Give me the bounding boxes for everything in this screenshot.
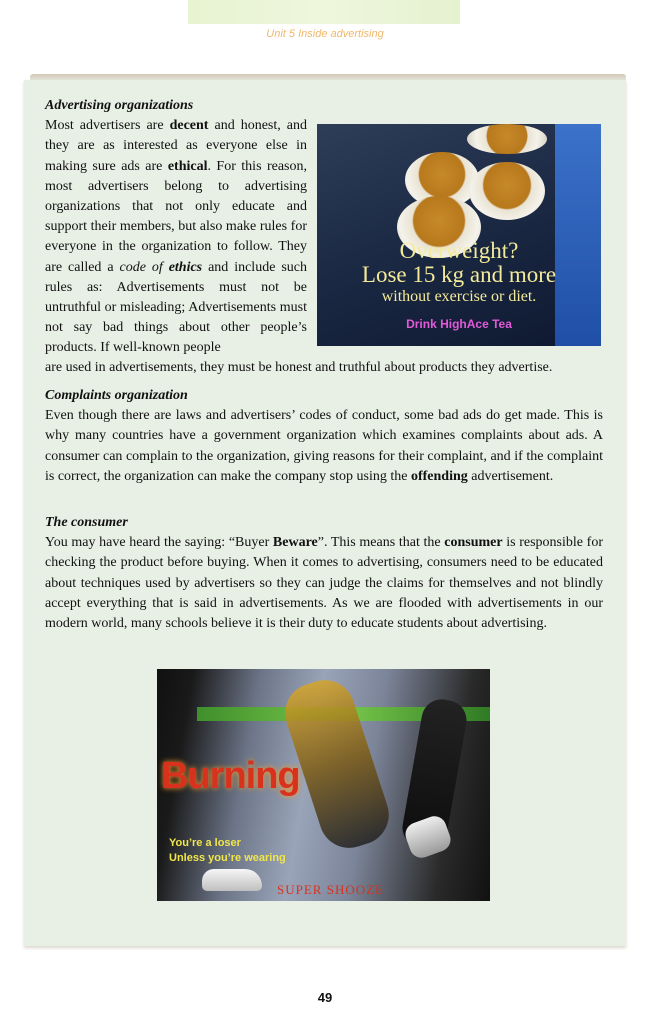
- keyword-offending: offending: [410, 468, 468, 484]
- text-run: and honest, and they are as interested as everyone else in making sure ads are: [45, 118, 307, 174]
- text-run: advertisement.: [467, 468, 554, 484]
- text-run: You may have heard the saying: “Buyer: [45, 535, 273, 551]
- tea-ad-line3: without exercise or diet.: [381, 288, 537, 305]
- section-complaints-organization: [45, 386, 603, 487]
- paragraph-complaints-organization: [45, 406, 603, 487]
- header-band: [188, 0, 460, 24]
- shoe-ad-line2: Unless you’re wearing: [169, 852, 286, 864]
- page-number: 49: [317, 990, 333, 1005]
- heading-the-consumer: The consumer: [45, 515, 128, 530]
- shoe-ad-line1: You’re a loser: [169, 837, 241, 849]
- keyword-ethics: ethics: [168, 259, 203, 275]
- keyword-ethical: ethical: [167, 158, 208, 174]
- keyword-consumer: consumer: [444, 535, 503, 551]
- tea-ad-slogan: Drink HighAce Tea: [406, 317, 512, 331]
- shoe-graphic: [202, 869, 262, 891]
- text-run: Even though there are laws and advertisers’ codes of conduct, some bad ads do get made. This is why many countries have a government organization which examines complaints about ads. A consumer can complain to the organization, giving reasons for their complaint, and if the complaint is correct, the organization can make the company stop using the: [45, 408, 603, 484]
- heading-complaints-organization: Complaints organization: [45, 388, 188, 403]
- text-run: ”. This means that the: [317, 535, 445, 551]
- text-run: is responsible for checking the product before buying. When it comes to advertising, consumers need to be educated about techniques used by advertisers so they can judge the claims for themselves and not blindly accept everything that is said in advertisements. As we are flooded with advertisements in our modern world, many schools believe it is their duty to educate students about advertising.: [45, 535, 603, 632]
- heading-advertising-organizations: Advertising organizations: [45, 98, 194, 113]
- paragraph-advertising-organizations-end: are used in advertisements, they must be honest and truthful about products they advertise.: [45, 360, 553, 375]
- tea-advertisement-image: [317, 124, 601, 346]
- tea-pot: [467, 124, 547, 154]
- tea-ad-line2: Lose 15 kg and more: [361, 262, 557, 287]
- keyword-beware: Beware: [272, 535, 318, 551]
- shoe-ad-title: Burning: [161, 755, 300, 797]
- text-run: . For this reason, most advertisers belong to advertising organizations that not only educate and support their members, but also make rules for everyone in the organization to follow. They are called a: [45, 158, 307, 275]
- keyword-decent: decent: [169, 118, 209, 134]
- tea-cup: [469, 162, 545, 220]
- shoe-advertisement-image: [157, 669, 490, 901]
- paragraph-advertising-organizations: [45, 116, 307, 358]
- section-advertising-organizations: [45, 96, 307, 359]
- tea-ad-line1: Overweight?: [399, 238, 519, 263]
- section-the-consumer: [45, 513, 603, 634]
- term-code-of: code of: [119, 259, 163, 275]
- text-run: Most advertisers are: [45, 118, 170, 134]
- paragraph-the-consumer: [45, 533, 603, 634]
- ad-background-shape: [555, 124, 601, 346]
- text-run: and include such rules as: Advertisements must not be untruthful or misleading; Advertisements must not say bad things about other people’s products. If well-known people: [45, 259, 307, 356]
- unit-title: Unit 5 Inside advertising: [266, 28, 384, 40]
- shoe-ad-brand: SUPER SHOOZE: [277, 882, 384, 897]
